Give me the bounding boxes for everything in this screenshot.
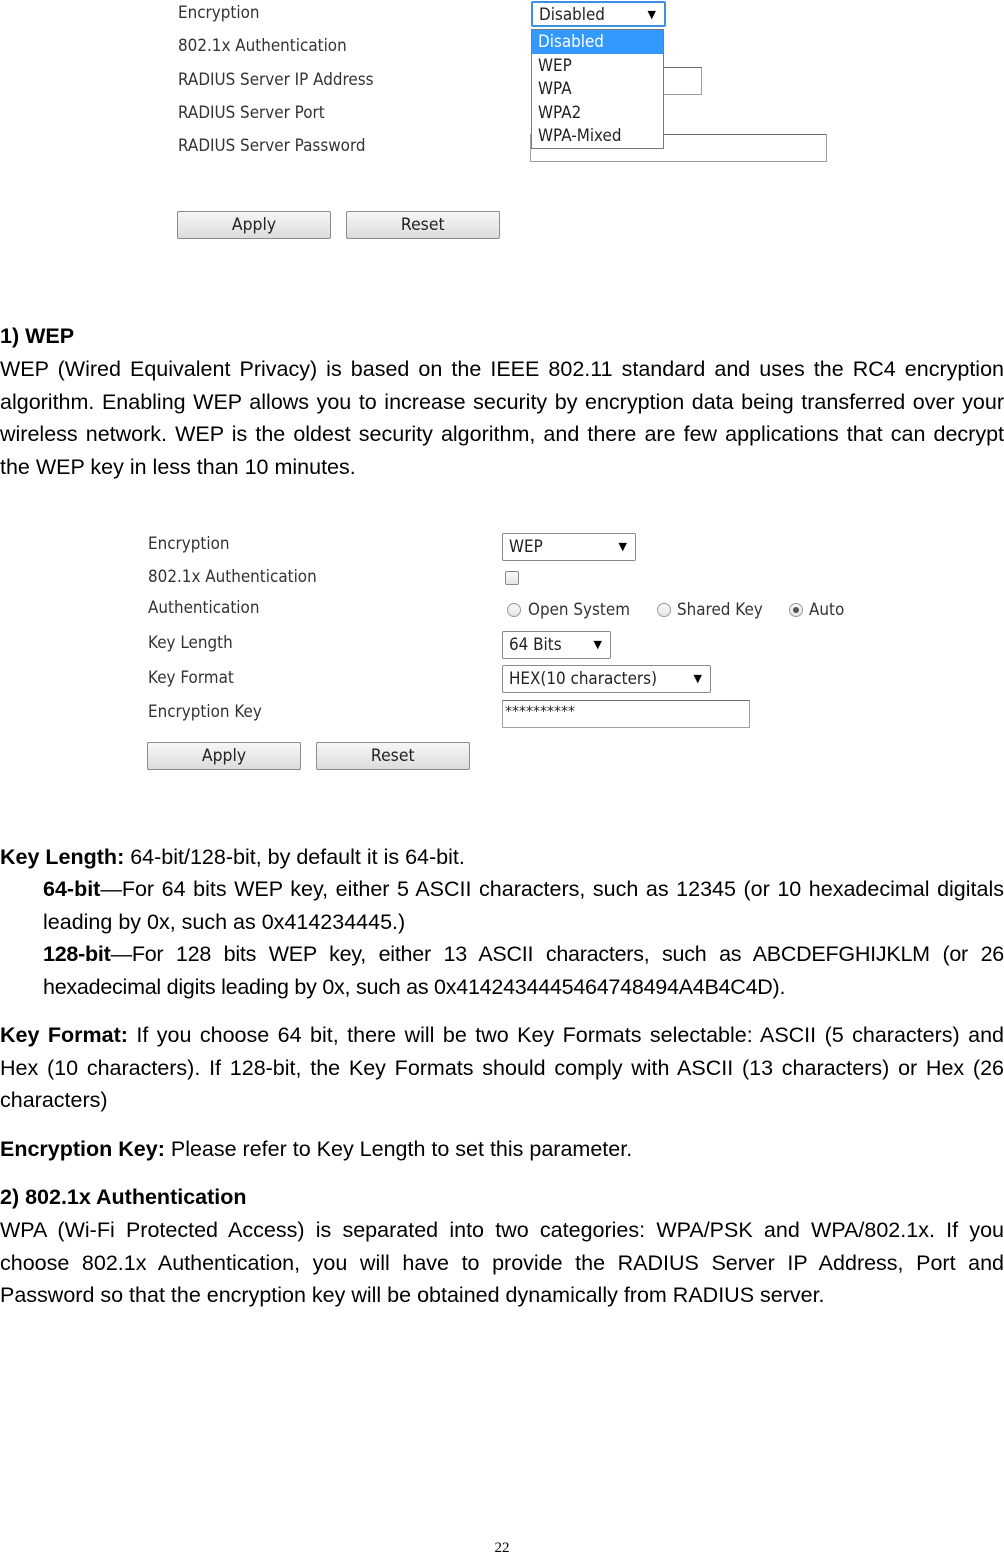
option-wpa-mixed[interactable]: WPA-Mixed xyxy=(538,126,622,145)
apply-button[interactable]: Apply xyxy=(147,742,301,770)
key-length-64bit-text: —For 64 bits WEP key, either 5 ASCII characters, such as 12345 (or 10 hexadecimal digitals leading by 0x, such as 0x414234445.) xyxy=(43,877,1004,934)
8021x-description: WPA (Wi-Fi Protected Access) is separated into two categories: WPA/PSK and WPA/802.1x. If you choose 802.1x Authentication, you will have to provide the RADIUS Server IP Address, Port and Password so that the encryption key will be obtained dynamically from RADIUS server. xyxy=(0,1218,1004,1307)
key-length-64bit-paragraph xyxy=(43,873,1004,938)
auth-shared-key-radio[interactable] xyxy=(657,603,671,617)
key-length-label: Key Length xyxy=(148,633,233,652)
key-length-128bit-paragraph xyxy=(43,938,1004,1003)
encryption-select-value: WEP xyxy=(509,537,543,556)
option-wpa[interactable]: WPA xyxy=(538,79,572,98)
key-format-select[interactable] xyxy=(502,665,711,693)
option-disabled[interactable]: Disabled xyxy=(532,30,663,54)
chevron-down-icon: ▼ xyxy=(593,638,602,651)
8021x-authentication-label: 802.1x Authentication xyxy=(148,567,317,586)
key-length-text: 64-bit/128-bit, by default it is 64-bit. xyxy=(124,845,465,869)
encryption-key-text: Please refer to Key Length to set this parameter. xyxy=(164,1137,633,1161)
encryption-select[interactable] xyxy=(502,533,636,561)
key-format-text: If you choose 64 bit, there will be two Key Formats selectable: ASCII (5 characters) and Hex (10 characters). If 128-bit, the Key Formats should comply with ASCII (13 characters) or Hex (26 characters) xyxy=(0,1023,1004,1112)
encryption-label: Encryption xyxy=(178,3,260,22)
encryption-key-input[interactable]: ********** xyxy=(502,700,750,728)
encryption-select[interactable] xyxy=(531,1,666,27)
auth-auto-radio[interactable] xyxy=(789,603,803,617)
auth-open-system-radio[interactable] xyxy=(507,603,521,617)
reset-button[interactable]: Reset xyxy=(316,742,470,770)
chevron-down-icon: ▼ xyxy=(647,8,656,21)
chevron-down-icon: ▼ xyxy=(693,672,702,685)
radius-server-ip-label: RADIUS Server IP Address xyxy=(178,70,374,89)
key-length-select-value: 64 Bits xyxy=(509,635,562,654)
authentication-label: Authentication xyxy=(148,598,260,617)
encryption-dropdown-list xyxy=(531,29,664,149)
auth-shared-key-label: Shared Key xyxy=(677,600,763,619)
chevron-down-icon: ▼ xyxy=(618,540,627,553)
section-heading-wep: 1) WEP xyxy=(0,324,75,348)
reset-button[interactable]: Reset xyxy=(346,211,500,239)
radius-server-password-label: RADIUS Server Password xyxy=(178,136,366,155)
key-length-select[interactable] xyxy=(502,631,611,659)
auth-open-system-label: Open System xyxy=(528,600,630,619)
radius-server-port-label: RADIUS Server Port xyxy=(178,103,325,122)
encryption-key-label: Encryption Key xyxy=(148,702,262,721)
8021x-authentication-checkbox[interactable] xyxy=(505,571,519,585)
key-format-select-value: HEX(10 characters) xyxy=(509,669,657,688)
auth-auto-label: Auto xyxy=(809,600,845,619)
wep-description: WEP (Wired Equivalent Privacy) is based on the IEEE 802.11 standard and uses the RC4 encryption algorithm. Enabling WEP allows you to increase security by encryption data being transferred over your wireless network. WEP is the oldest security algorithm, and there are few applications that can decrypt the WEP key in less than 10 minutes. xyxy=(0,357,1004,479)
option-wpa2[interactable]: WPA2 xyxy=(538,102,582,122)
option-wep[interactable]: WEP xyxy=(538,55,572,75)
key-format-term: Key Format: xyxy=(0,1023,128,1047)
key-format-paragraph xyxy=(0,1019,1004,1117)
key-length-128bit-text: —For 128 bits WEP key, either 13 ASCII characters, such as ABCDEFGHIJKLM (or 26 hexadecimal digits leading by 0x, such as 0x4142434445464748494A4B4C4D). xyxy=(43,942,1004,999)
8021x-authentication-label: 802.1x Authentication xyxy=(178,36,347,55)
radius-server-ip-input[interactable] xyxy=(660,67,702,95)
section-heading-8021x: 2) 802.1x Authentication xyxy=(0,1185,247,1209)
page-number: 22 xyxy=(494,1540,510,1556)
encryption-label: Encryption xyxy=(148,534,230,553)
key-length-128bit-term: 128-bit xyxy=(43,942,111,966)
encryption-key-term: Encryption Key: xyxy=(0,1137,165,1161)
key-format-label: Key Format xyxy=(148,668,234,687)
key-length-paragraph xyxy=(0,841,1004,874)
apply-button[interactable]: Apply xyxy=(177,211,331,239)
encryption-key-paragraph xyxy=(0,1133,1004,1166)
encryption-select-value: Disabled xyxy=(539,5,605,24)
key-length-64bit-term: 64-bit xyxy=(43,877,101,901)
key-length-term: Key Length: xyxy=(0,845,125,869)
